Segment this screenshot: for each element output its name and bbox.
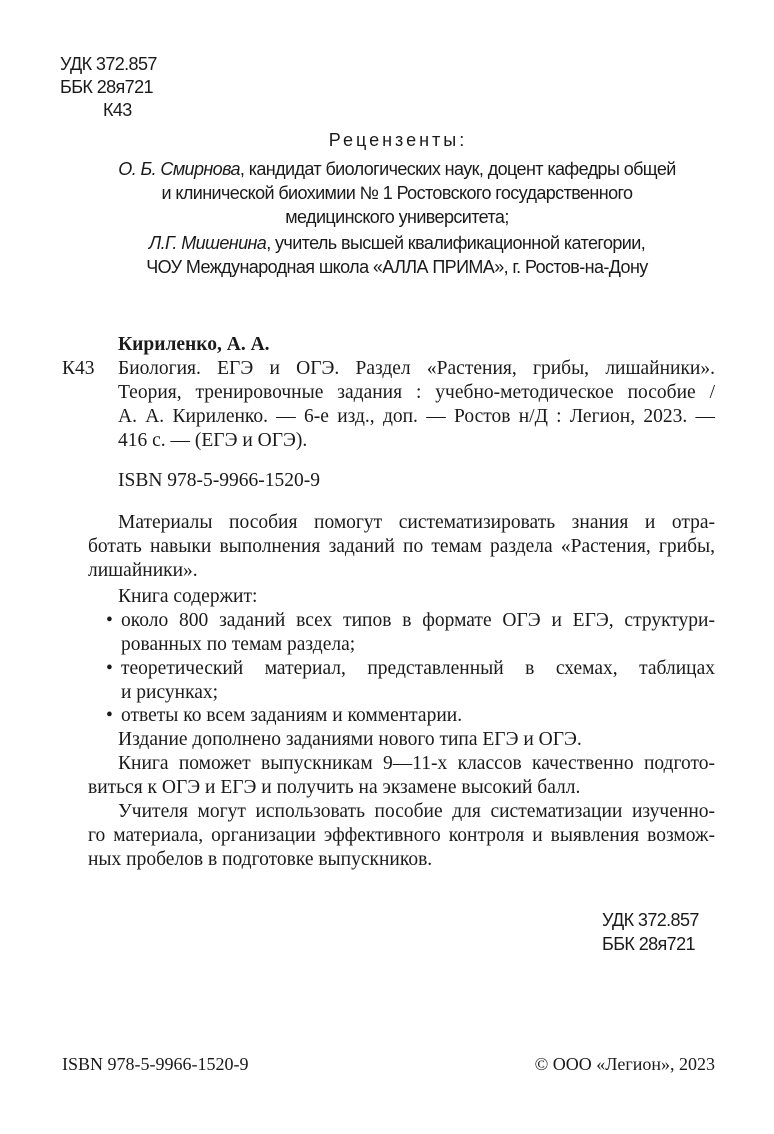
udk-code: УДК 372.857: [60, 54, 157, 74]
bullet-icon: •: [106, 658, 113, 679]
bib-author: [118, 333, 270, 357]
reviewer-1-info: , кандидат биологических наук, доцент кафедры общей: [239, 159, 676, 179]
bottom-bbk-code: ББК 28я721: [602, 934, 695, 954]
bib-author-name: Кириленко, А. А.: [118, 334, 270, 355]
reviewer-2-info: , учитель высшей квалификационной категории,: [266, 233, 646, 253]
annotation-p2: Издание дополнено заданиями нового типа ЕГЭ и ОГЭ.: [118, 729, 582, 750]
bullet-2-line-1: теоретический материал, представленный в схемах, таблицах: [121, 658, 715, 679]
reviewer-1-name: О. Б. Смирнова: [118, 159, 240, 179]
annotation-p3-line-1: Книга поможет выпускникам 9—11-х классов качественно подгото-: [118, 753, 715, 774]
bib-code: К43: [62, 358, 95, 379]
footer-copyright: © ООО «Легион», 2023: [534, 1054, 715, 1074]
reviewer-1-line-1: [40, 157, 754, 181]
bib-isbn: ISBN 978-5-9966-1520-9: [118, 470, 321, 491]
annotation-p1-line-1: Материалы пособия помогут систематизировать знания и отра-: [118, 512, 715, 533]
bullet-3-line-1: ответы ко всем заданиям и комментарии.: [121, 705, 463, 726]
bib-line-1: Биология. ЕГЭ и ОГЭ. Раздел «Растения, грибы, лишайники».: [118, 358, 715, 379]
bib-line-2: Теория, тренировочные задания : учебно-методическое пособие /: [118, 382, 715, 403]
annotation-p3-line-2: виться к ОГЭ и ЕГЭ и получить на экзамене высокий балл.: [88, 777, 581, 798]
reviewer-1-line-3: медицинского университета;: [285, 207, 509, 227]
footer-isbn: ISBN 978-5-9966-1520-9: [62, 1054, 249, 1074]
bbk-code: ББК 28я721: [60, 77, 153, 97]
reviewer-1-line-2: и клинической биохимии № 1 Ростовского государственного: [161, 183, 633, 203]
annotation-p4-line-1: Учителя могут использовать пособие для систематизации изученно-: [118, 801, 715, 822]
annotation-p4-line-2: го материала, организации эффективного контроля и выявления возмож-: [88, 825, 715, 846]
bib-line-4: 416 с. — (ЕГЭ и ОГЭ).: [118, 430, 308, 451]
reviewer-2-line-1: [40, 231, 754, 255]
bullet-icon: •: [106, 705, 113, 726]
reviewers-heading: Рецензенты:: [328, 130, 468, 150]
bullet-icon: •: [106, 610, 113, 631]
annotation-contains: Книга содержит:: [118, 586, 258, 607]
annotation-p1-line-3: лишайники».: [88, 560, 198, 581]
author-mark: К43: [103, 100, 132, 120]
bullet-2-line-2: и рисунках;: [121, 682, 219, 703]
bullet-1-line-2: рованных по темам раздела;: [121, 634, 356, 655]
reviewer-2-name: Л.Г. Мишенина: [148, 233, 267, 253]
bottom-udk-code: УДК 372.857: [602, 910, 699, 930]
annotation-p1-line-2: ботать навыки выполнения заданий по темам раздела «Растения, грибы,: [88, 536, 715, 557]
reviewer-2-line-2: ЧОУ Международная школа «АЛЛА ПРИМА», г. Ростов-на-Дону: [146, 257, 648, 277]
bullet-1-line-1: около 800 заданий всех типов в формате ОГЭ и ЕГЭ, структури-: [121, 610, 715, 631]
annotation-p4-line-3: ных пробелов в подготовке выпускников.: [88, 849, 433, 870]
bib-line-3: А. А. Кириленко. — 6-е изд., доп. — Ростов н/Д : Легион, 2023. —: [118, 406, 715, 427]
